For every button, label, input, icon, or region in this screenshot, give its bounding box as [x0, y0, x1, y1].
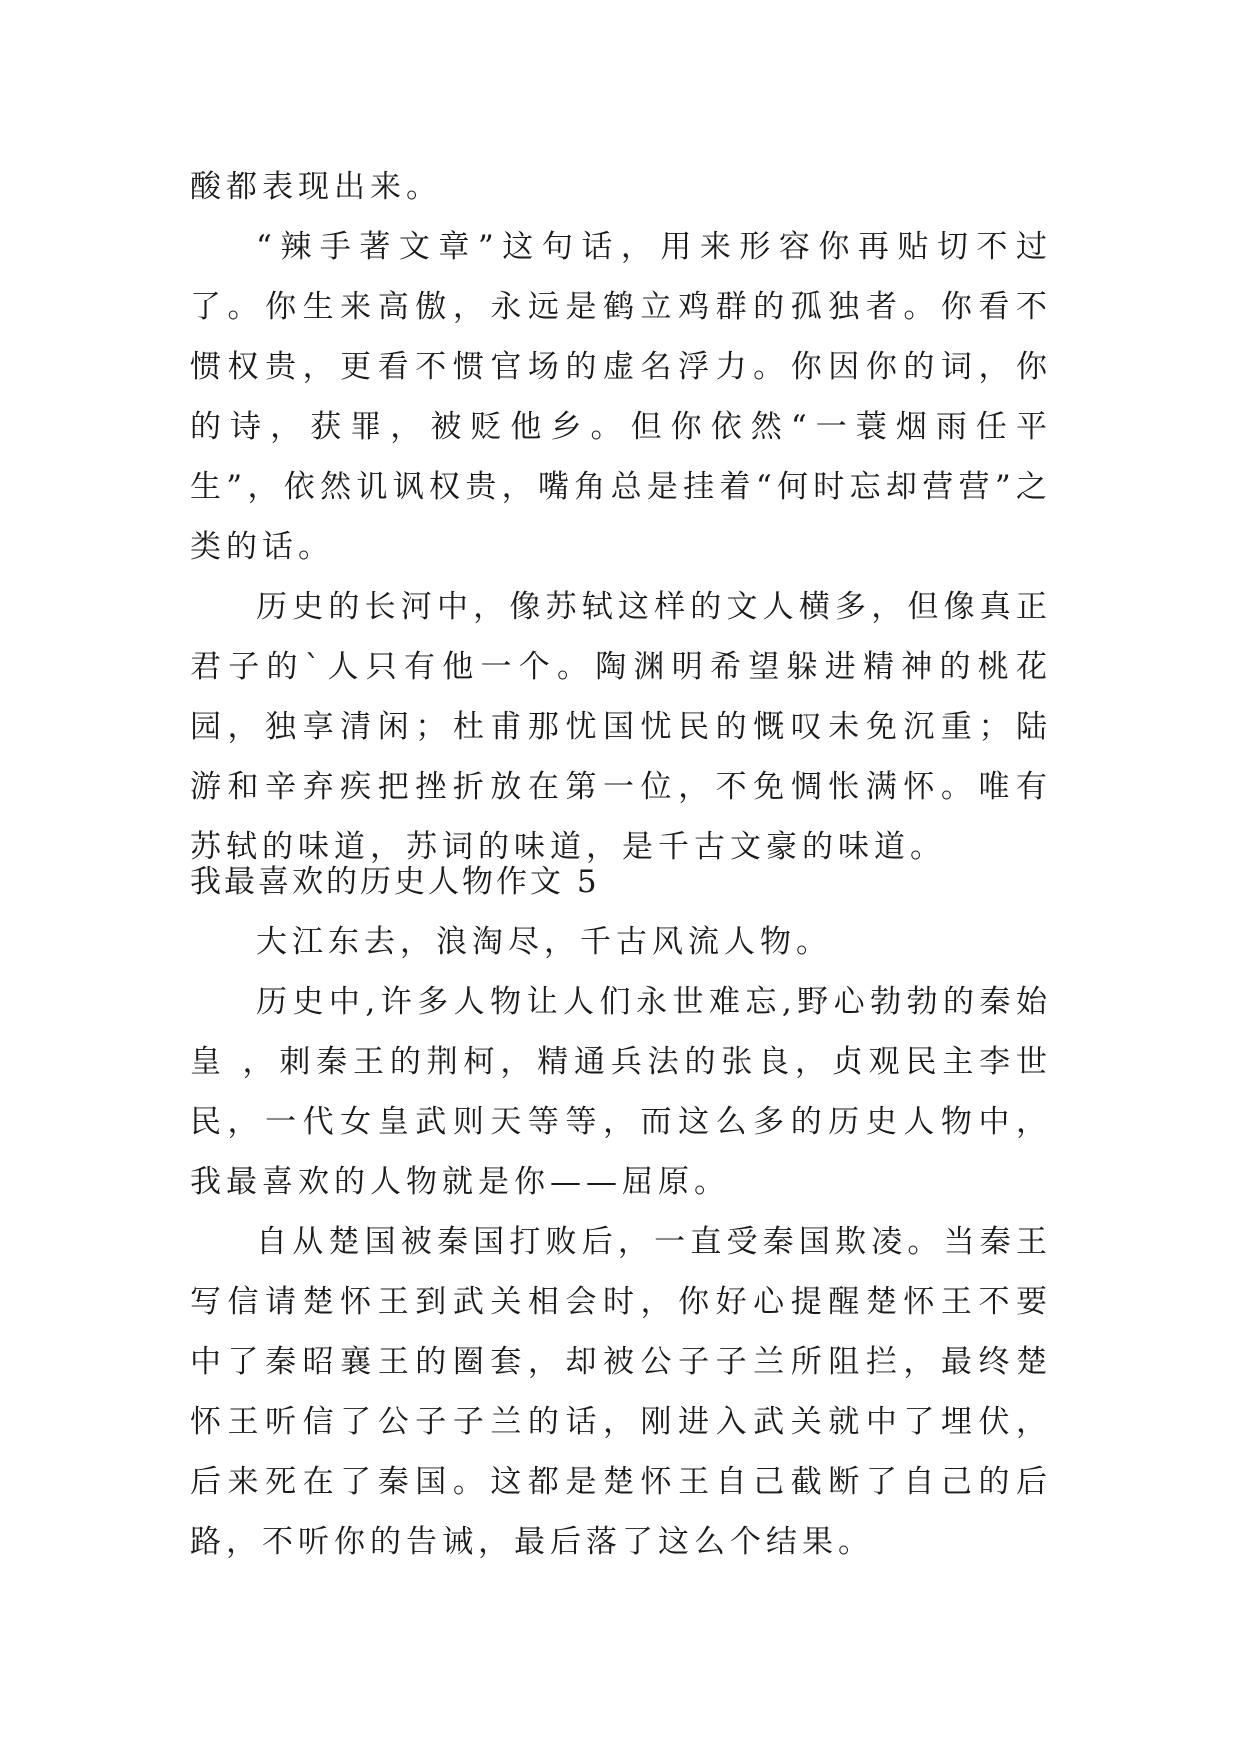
essay-5	[190, 852, 1052, 1572]
paragraph: 自从楚国被秦国打败后，一直受秦国欺凌。当秦王写信请楚怀王到武关相会时，你好心提醒楚怀王不要中了秦昭襄王的圈套，却被公子子兰所阻拦，最终楚怀王听信了公子子兰的话，刚进入武关就中了埋伏，后来死在了秦国。这都是楚怀王自己截断了自己的后路，不听你的告诫，最后落了这么个结果。	[190, 1224, 1052, 1560]
essay-title: 我最喜欢的历史人物作文 5	[190, 864, 600, 900]
paragraph: 酸都表现出来。	[190, 169, 442, 205]
essay-continuation	[190, 157, 1052, 877]
paragraph: 历史中,许多人物让人们永世难忘,野心勃勃的秦始皇 ，刺秦王的荆柯，精通兵法的张良，贞观民主李世民，一代女皇武则天等等，而这么多的历史人物中，我最喜欢的人物就是你——屈原。	[190, 984, 1052, 1200]
paragraph: 大江东去，浪淘尽，千古风流人物。	[256, 924, 832, 960]
paragraph: “辣手著文章”这句话，用来形容你再贴切不过了。你生来高傲，永远是鹤立鸡群的孤独者。你看不惯权贵，更看不惯官场的虚名浮力。你因你的词，你的诗，获罪，被贬他乡。但你依然“一蓑烟雨任平生”，依然讥讽权贵，嘴角总是挂着“何时忘却营营”之类的话。	[190, 229, 1052, 565]
paragraph: 历史的长河中，像苏轼这样的文人横多，但像真正君子的`人只有他一个。陶渊明希望躲进精神的桃花园，独享清闲；杜甫那忧国忧民的慨叹未免沉重；陆游和辛弃疾把挫折放在第一位，不免惆怅满怀。唯有苏轼的味道，苏词的味道，是千古文豪的味道。	[190, 589, 1052, 865]
